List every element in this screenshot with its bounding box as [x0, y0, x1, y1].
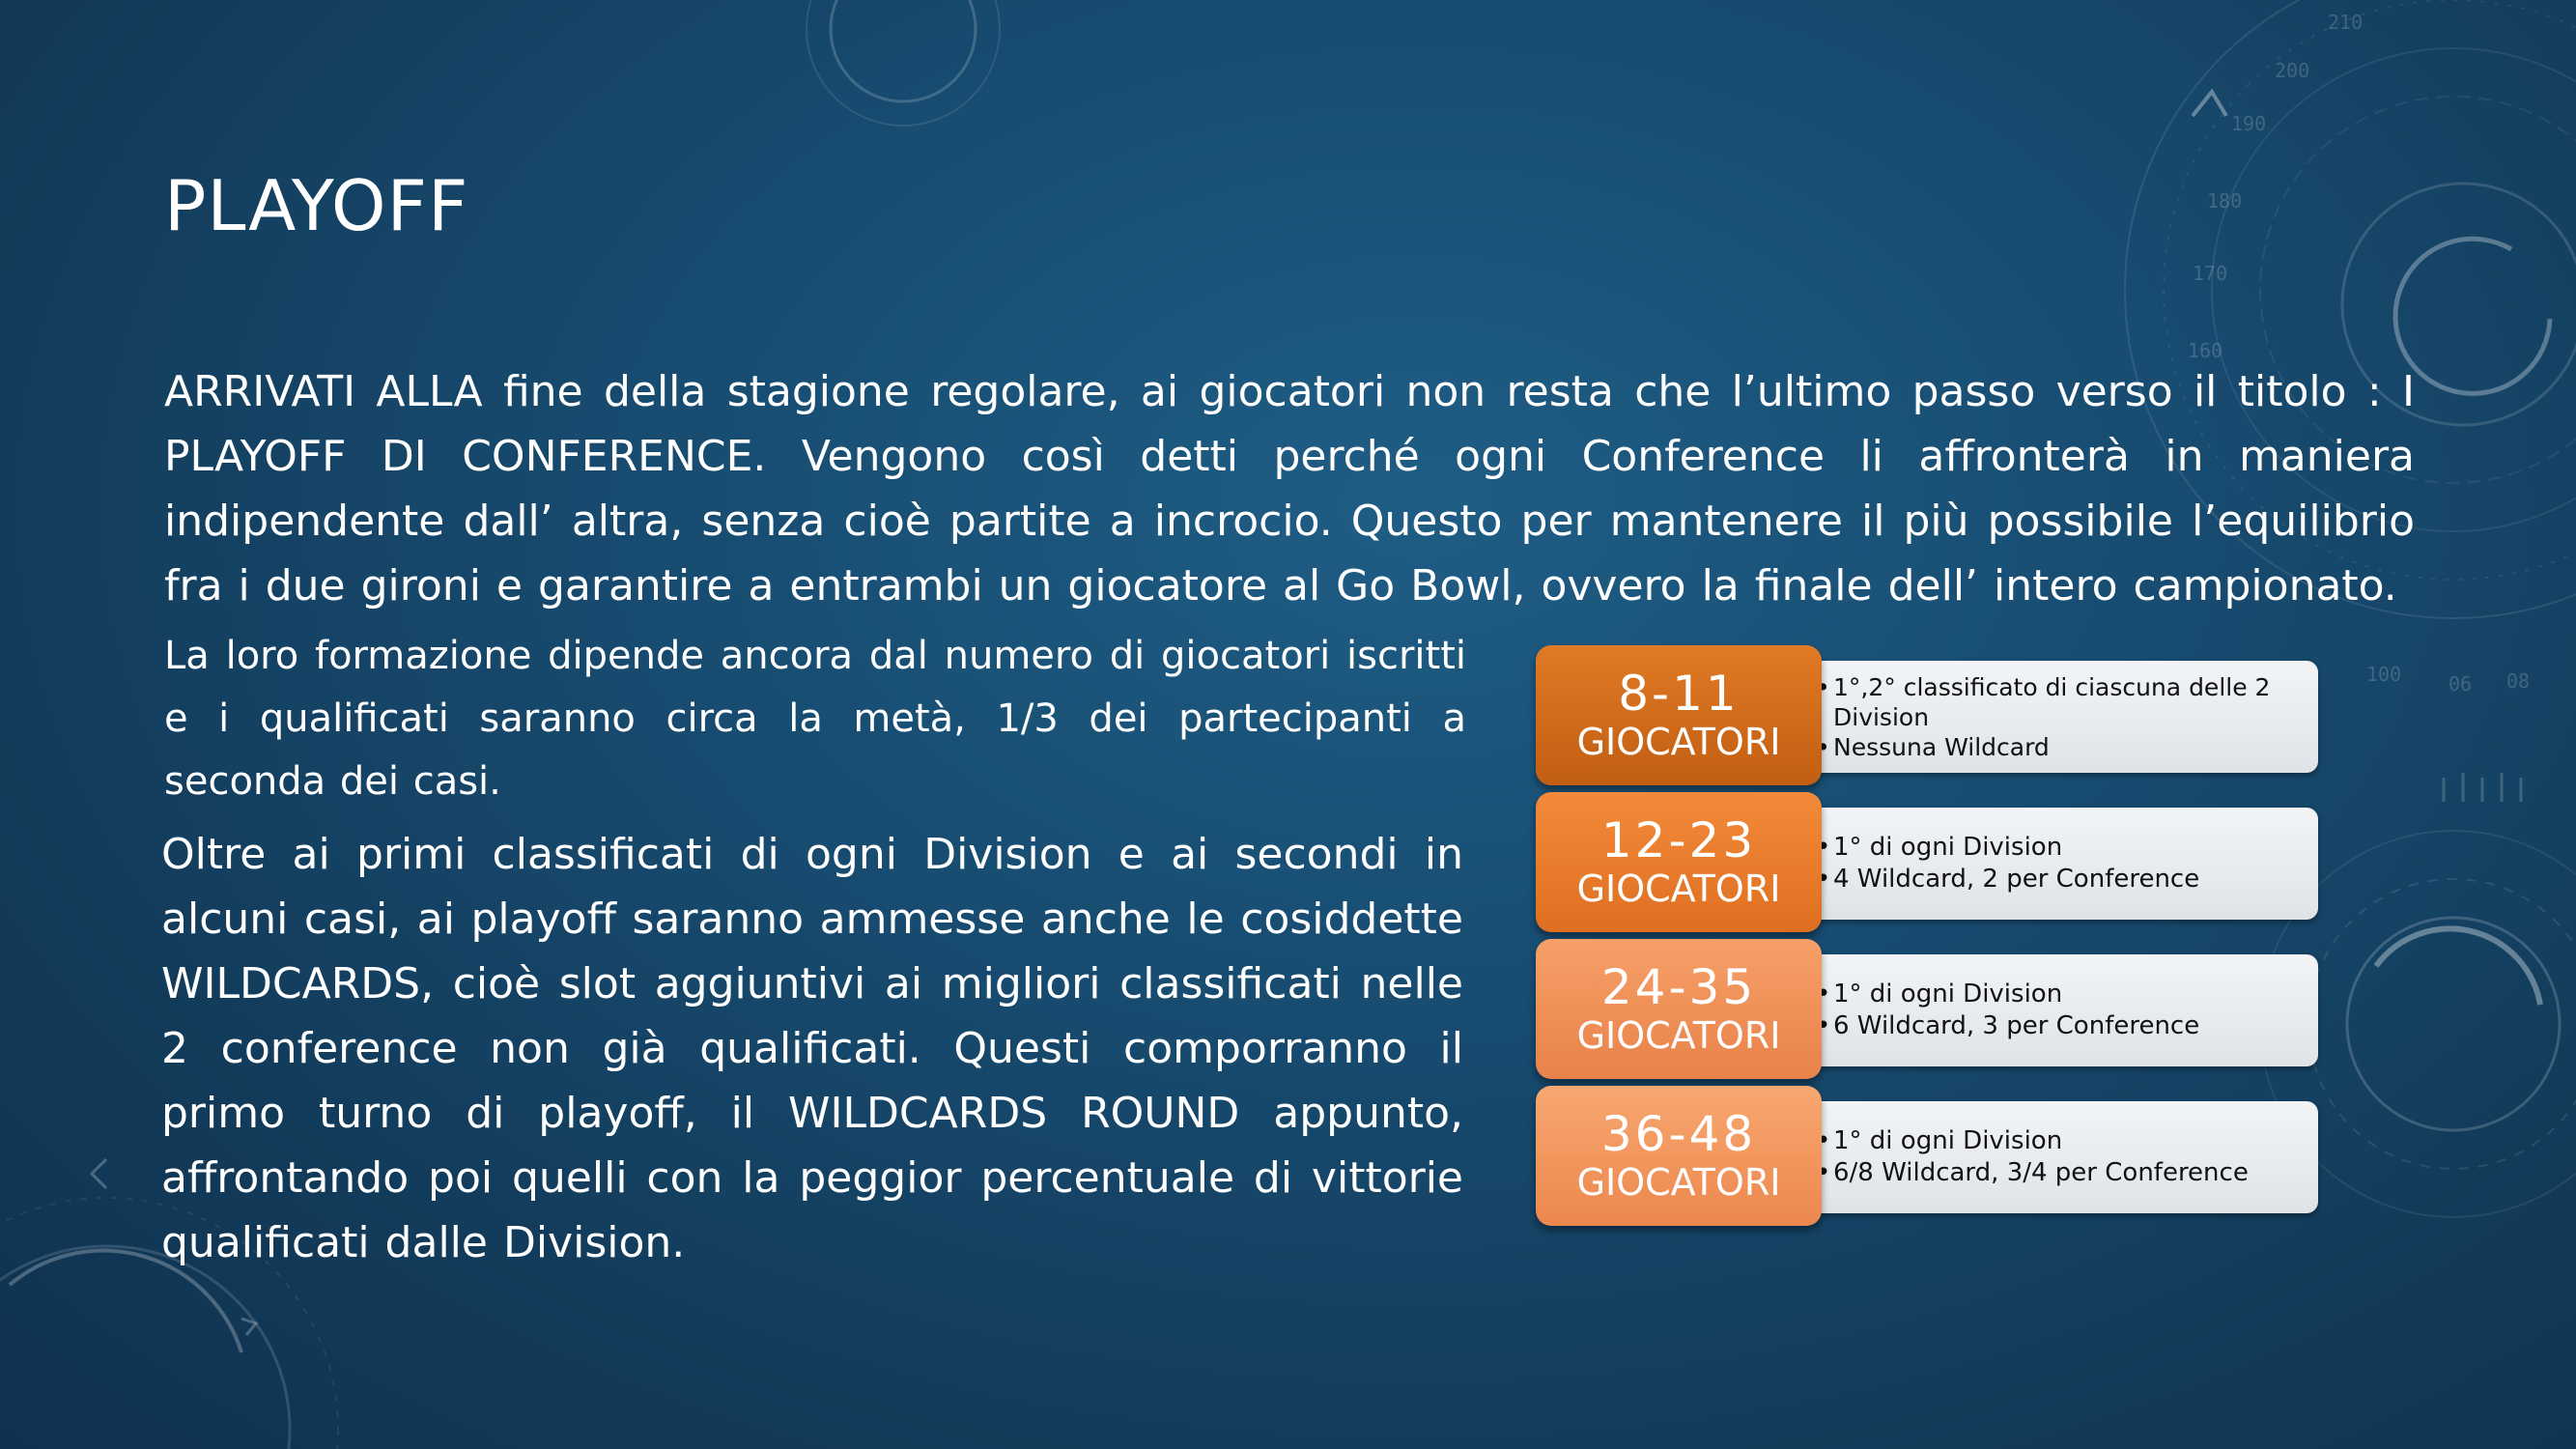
- tier-row: [1536, 645, 2328, 785]
- deco-dial-tick: 160: [2188, 339, 2223, 362]
- tier-unit: GIOCATORI: [1576, 867, 1781, 910]
- tier-bullet: • 4 Wildcard, 2 per Conference: [1816, 864, 2305, 895]
- tier-bullet: • 1° di ogni Division: [1816, 979, 2305, 1010]
- deco-dial-tick: 180: [2207, 189, 2243, 213]
- tier-detail-box: [1797, 661, 2318, 773]
- deco-dial-tick: 06: [2449, 672, 2473, 696]
- deco-circle: [807, 0, 1000, 126]
- deco-arc: [2395, 239, 2550, 393]
- tier-range: 8-11: [1618, 665, 1740, 722]
- tier-unit: GIOCATORI: [1576, 1013, 1781, 1057]
- intro-paragraph: ARRIVATI ALLA fine della stagione regolare, ai giocatori non resta che l’ultimo passo verso il titolo : I PLAYOFF DI CONFERENCE. Vengono così detti perché ogni Conference li affronterà in maniera indipendente dall’ altra, senza cioè partite a incrocio. Questo per mantenere il più possibile l’equilibrio fra i due gironi e garantire a entrambi un giocatore al Go Bowl, ovvero la finale dell’ intero campionato.: [164, 367, 2415, 611]
- tier-row: [1536, 792, 2328, 932]
- tier-unit: GIOCATORI: [1576, 1160, 1781, 1204]
- tier-bullet-list: [1816, 672, 2305, 762]
- tier-bullet-list: [1816, 1125, 2305, 1189]
- deco-dial-tick: 200: [2275, 59, 2310, 82]
- deco-dial-ring: [2308, 879, 2576, 1169]
- deco-dial-tick: 08: [2506, 669, 2531, 693]
- tier-bullet: • 1°,2° classificato di ciascuna delle 2 Division: [1816, 672, 2305, 732]
- tier-range: 24-35: [1600, 958, 1757, 1015]
- tier-detail-box: [1797, 954, 2318, 1066]
- tier-detail-box: [1797, 808, 2318, 920]
- tier-unit: GIOCATORI: [1576, 720, 1781, 763]
- tier-badge: [1536, 645, 1822, 785]
- tier-badge: [1536, 939, 1822, 1079]
- deco-arrow: [2193, 92, 2226, 116]
- deco-dial-tick: 210: [2328, 11, 2364, 34]
- deco-dial-ring: [2347, 918, 2560, 1130]
- deco-dial-tick: 100: [2366, 663, 2402, 686]
- tier-range: 36-48: [1600, 1105, 1757, 1162]
- tier-bullet-list: [1816, 832, 2305, 895]
- tier-row: [1536, 939, 2328, 1079]
- tier-bullet: • Nessuna Wildcard: [1816, 732, 2305, 762]
- tier-row: [1536, 1086, 2328, 1226]
- wildcards-paragraph: Oltre ai primi classificati di ogni Division e ai secondi in alcuni casi, ai playoff saranno ammesse anche le cosiddette WILDCARDS, cioè slot aggiuntivi ai migliori classificati nelle 2 conference non già qualificati. Questi comporranno il primo turno di playoff, il WILDCARDS ROUND appunto, affrontando poi quelli con la peggior percentuale di vittorie qualificati dalle Division.: [161, 830, 1463, 1267]
- deco-ticks: [2444, 773, 2521, 802]
- tier-bullet-list: [1816, 979, 2305, 1042]
- deco-dial-tick: 170: [2193, 262, 2228, 285]
- tier-bullet: • 6/8 Wildcard, 3/4 per Conference: [1816, 1157, 2305, 1189]
- formation-paragraph: La loro formazione dipende ancora dal numero di giocatori iscritti e i qualificati saranno circa la metà, 1/3 dei partecipanti a seconda dei casi.: [164, 634, 1466, 804]
- tier-range: 12-23: [1600, 811, 1757, 868]
- tier-detail-box: [1797, 1101, 2318, 1213]
- tier-bullet: • 1° di ogni Division: [1816, 1125, 2305, 1157]
- deco-circle: [831, 0, 976, 101]
- tier-badge: [1536, 1086, 1822, 1226]
- deco-arc: [2376, 928, 2540, 1005]
- tier-bullet: • 6 Wildcard, 3 per Conference: [1816, 1010, 2305, 1042]
- slide-title: PLAYOFF: [164, 165, 469, 246]
- deco-dial-ring: [0, 1246, 290, 1449]
- tier-badge: [1536, 792, 1822, 932]
- deco-arrow: [241, 1319, 256, 1335]
- deco-arrow: [92, 1159, 106, 1188]
- tier-bullet: • 1° di ogni Division: [1816, 832, 2305, 864]
- deco-dial-tick: 190: [2231, 112, 2267, 135]
